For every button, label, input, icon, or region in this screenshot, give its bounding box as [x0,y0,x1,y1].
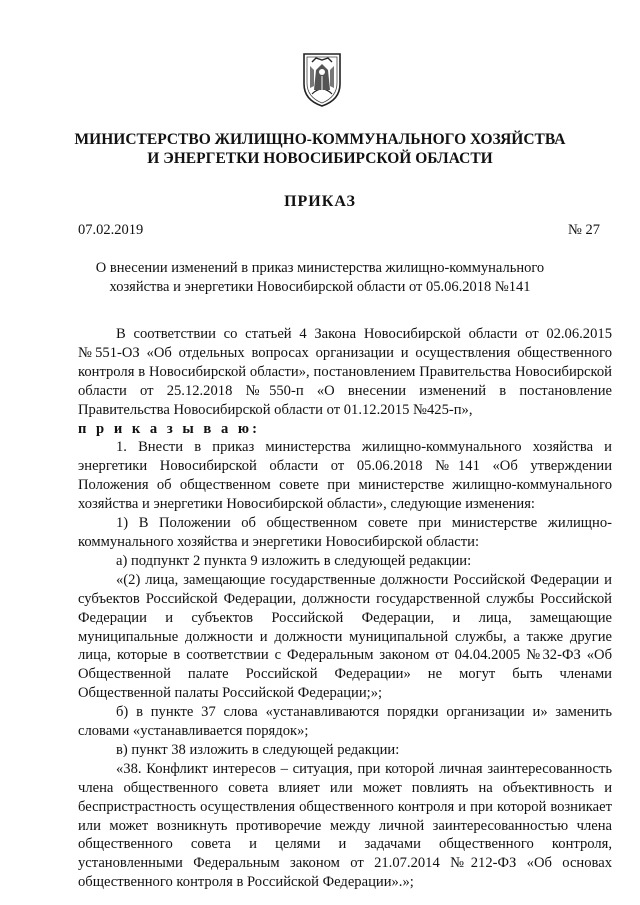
paragraph-item-v: в) пункт 38 изложить в следующей редакции: [116,741,400,758]
document-date: 07.02.2019 [78,222,144,238]
subject-line-1: О внесении изменений в приказ министерства жилищно-коммунального [95,260,545,276]
paragraph-item-a: а) подпункт 2 пункта 9 изложить в следующей редакции: [116,552,472,569]
ministry-name-line-2: И ЭНЕРГЕТКИ НОВОСИБИРСКОЙ ОБЛАСТИ [147,150,493,167]
order-word [78,420,612,439]
coat-of-arms-icon [300,50,344,108]
paragraph-quote-38: «38. Конфликт интересов – ситуация, при которой личная заинтересованность члена общественного совета влияет или может повлиять на объективность и беспристрастность осуществления общественного контроля и при которой возникает или может возникнуть противоречие между личной заинтересованностью члена общественного совета и целями и задачами общественного контроля, установленными Федеральным законом от 21.07.2014 №212-ФЗ «Об основах общественного контроля в Российской Федерации».»; [78,760,612,891]
subject-line-2: хозяйства и энергетики Новосибирской области от 05.06.2018 №141 [109,279,531,295]
paragraph-preamble: В соответствии со статьей 4 Закона Новосибирской области от 02.06.2015 №551-ОЗ «Об отдельных вопросах организации и осуществления общественного контроля в Новосибирской области», постановлением Правительства Новосибирской области от 25.12.2018 №550-п «О внесении изменений в постановление Правительства Новосибирской области от 01.12.2015 №425-п», [78,326,612,418]
document-body [78,325,612,892]
document-number: № 27 [568,222,600,238]
paragraph-quote-2: «(2) лица, замещающие государственные должности Российской Федерации и субъектов Российской Федерации, должности государственной службы Российской Федерации и субъектов Российской Федерации, и лица, замещающие муниципальные должности и должности муниципальной службы, а также другие лица, которые в соответствии с Федеральным законом от 04.04.2005 №32-ФЗ «Об Общественной палате Российской Федерации» не могут быть членами Общественной палаты Российской Федерации;»; [78,571,612,702]
paragraph-item-b: б) в пункте 37 слова «устанавливаются порядки организации и» заменить словами «устанавливается порядок»; [78,704,612,740]
paragraph-item-1: 1. Внести в приказ министерства жилищно-коммунального хозяйства и энергетики Новосибирской области от 05.06.2018 №141 «Об утверждении Положения об общественном совете при министерстве жилищно-коммунального хозяйства и энергетики Новосибирской области», следующие изменения: [78,439,612,513]
paragraph-subitem-1: 1) В Положении об общественном совете при министерстве жилищно-коммунального хозяйства и энергетики Новосибирской области: [78,515,612,550]
order-word-text: п р и к а з ы в а ю: [78,420,260,437]
document-type-title: ПРИКАЗ [284,193,356,210]
ministry-name-line-1: МИНИСТЕРСТВО ЖИЛИЩНО-КОММУНАЛЬНОГО ХОЗЯЙСТВА [74,131,566,148]
